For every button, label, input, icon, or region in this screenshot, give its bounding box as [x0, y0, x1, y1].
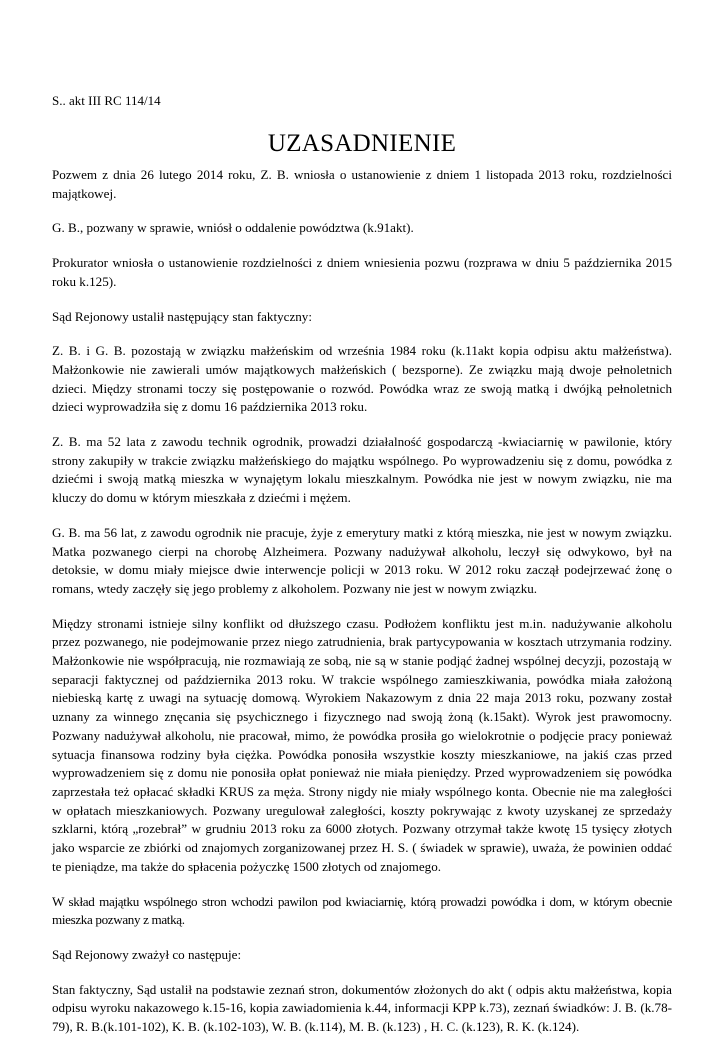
paragraph-joint-property: W skład majątku wspólnego stron wchodzi pawilon pod kwiaciarnię, którą prowadzi powódka i dom, w którym obecnie mieszka pozwany z matką. — [52, 893, 672, 928]
document-page — [52, 93, 672, 1053]
paragraph-marriage-facts: Z. B. i G. B. pozostają w związku małżeńskim od września 1984 roku (k.11akt kopia odpisu aktu małżeństwa). Małżonkowie nie zawierali umów majątkowych małżeńskich ( bezsporne). Ze związku mają dwoje pełnoletnich dzieci. Między stronami toczy się postępowanie o rozwód. Powódka wraz ze swoją matką i dwójką pełnoletnich dzieci wyprowadziła się z domu 16 października 2013 roku. — [52, 343, 672, 415]
paragraph-facts-heading: Sąd Rejonowy ustalił następujący stan faktyczny: — [52, 308, 312, 324]
paragraph-plaintiff-facts: Z. B. ma 52 lata z zawodu technik ogrodnik, prowadzi działalność gospodarczą -kwiaciarnię w pawilonie, który strony zakupiły w trakcie związku małżeńskiego do majątku wspólnego. Po wyprowadzeniu się z domu, powódka z dziećmi i swoją matką mieszka w wynajętym lokalu mieszkalnym. Powódka nie jest w nowym związku, nie ma kluczy do domu w którym mieszkała z dziećmi i mężem. — [52, 434, 672, 506]
paragraph-conflict: Między stronami istnieje silny konflikt od dłuższego czasu. Podłożem konfliktu jest m.in. nadużywanie alkoholu przez pozwanego, nie podejmowanie przez niego zatrudnienia, brak partycypowania w kosztach utrzymania rodziny. Małżonkowie nie współpracują, nie rozmawiają ze sobą, nie są w stanie podjąć żadnej wspólnej decyzji, pozostają w separacji faktycznej od października 2013 roku. W trakcie wspólnego zamieszkiwania, powódka miała założoną niebieską kartę z uwagi na sytuację domową. Wyrokiem Nakazowym z dnia 22 maja 2013 roku, pozwany został uznany za winnego znęcania się psychicznego i fizycznego nad swoją żoną (k.15akt). Wyrok jest prawomocny. Pozwany nadużywał alkoholu, nie pracował, mimo, że powódka prosiła go wielokrotnie o podjęcie pracy ponieważ sytuacja finansowa rodziny była ciężka. Powódka ponosiła wszystkie koszty mieszkaniowe, na jakiś czas przed wyprowadzeniem się z domu nie ponosiła opłat ponieważ nie miała pieniędzy. Przed wyprowadzeniem się powódka zaprzestała też opłacać składki KRUS za męża. Strony nigdy nie miały wspólnego konta. Obecnie nie ma zaległości w opłatach mieszkaniowych. Pozwany uregulował zaległości, koszty pokrywając z kwoty uzyskanej ze sprzedaży szklarni, którą „rozebrał” w grudniu 2013 roku za 6000 złotych. Pozwany otrzymał także kwotę 15 tysięcy złotych jako wsparcie ze zbiórki od znajomych zorganizowanej przez H. S. ( świadek w sprawie), uważa, że powinien oddać te pieniądze, ma także do spłacenia pożyczkę 1500 złotych od znajomego. — [52, 615, 672, 874]
paragraph-defendant-facts: G. B. ma 56 lat, z zawodu ogrodnik nie pracuje, żyje z emerytury matki z którą mieszka, nie jest w nowym związku. Matka pozwanego cierpi na chorobę Alzheimera. Pozwany nadużywał alkoholu, leczył się odwykowo, był na detoksie, w domu miały miejsce dwie interwencje policji w 2013 roku. W 2012 roku zaczął podejrzewać żonę o romans, wtedy zaczęły się jego problemy z alkoholem. Pozwany nie jest w nowym związku. — [52, 524, 672, 596]
paragraph-court-considered: Sąd Rejonowy zważył co następuje: — [52, 946, 242, 962]
paragraph-claim: Pozwem z dnia 26 lutego 2014 roku, Z. B. wniosła o ustanowienie z dniem 1 listopada 2013 roku, rozdzielności majątkowej. — [52, 167, 672, 201]
document-title: UZASADNIENIE — [267, 130, 457, 157]
paragraph-prosecutor-motion: Prokurator wniosła o ustanowienie rozdzielności z dniem wniesienia pozwu (rozprawa w dniu 5 października 2015 roku k.125). — [52, 255, 672, 289]
case-number: S.. akt III RC 114/14 — [52, 93, 161, 108]
paragraph-evidence: Stan faktyczny, Sąd ustalił na podstawie zeznań stron, dokumentów złożonych do akt ( odpis aktu małżeństwa, kopia odpisu wyroku nakazowego k.15-16, kopia zawiadomienia k.44, informacji KPP k.73), zeznań świadków: J. B. (k.78-79), R. B.(k.101-102), K. B. (k.102-103), W. B. (k.114), M. B. (k.123) , H. C. (k.123), R. K. (k.124). — [52, 981, 672, 1035]
paragraph-defendant-motion: G. B., pozwany w sprawie, wniósł o oddalenie powództwa (k.91akt). — [52, 220, 414, 236]
